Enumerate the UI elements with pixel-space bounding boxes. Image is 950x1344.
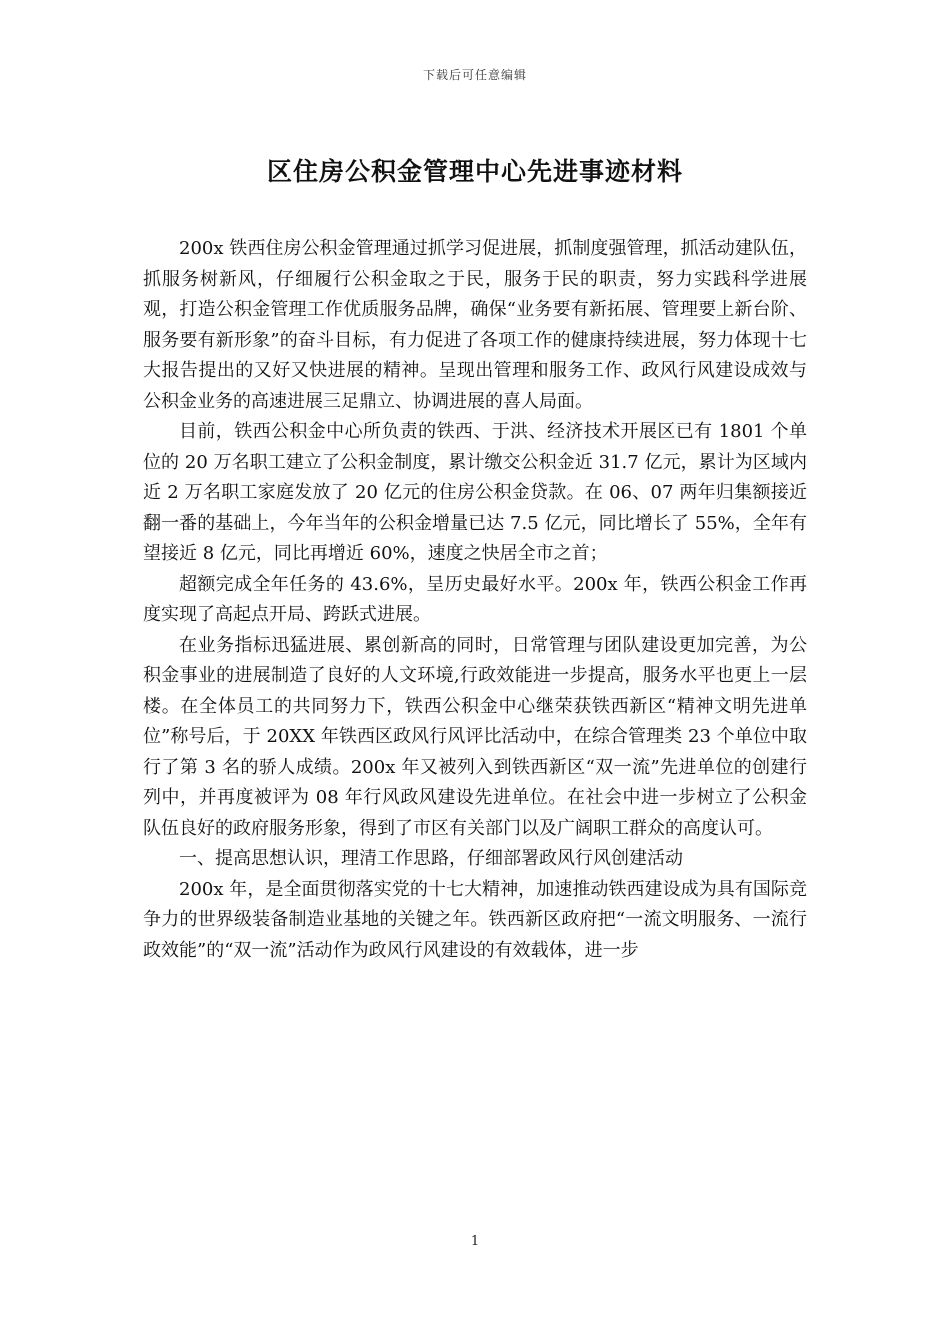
document-title: 区住房公积金管理中心先进事迹材料 — [266, 157, 683, 186]
paragraph-section-one-body: 200x 年，是全面贯彻落实党的十七大精神，加速推动铁西建设成为具有国际竞争力的世界级装备制造业基地的关键之年。铁西新区政府把“一流文明服务、一流行政效能”的“双一流”活动作为政风行风建设的有效载体，进一步 — [143, 878, 807, 961]
document-body — [143, 234, 807, 966]
page-header-note: 下载后可任意编辑 — [422, 68, 527, 82]
paragraph-management-achievements: 在业务指标迅猛进展、累创新高的同时，日常管理与团队建设更加完善，为公积金事业的进展制造了良好的人文环境,行政效能进一步提高，服务水平也更上一层楼。在全体员工的共同努力下，铁西公积金中心继荣获铁西新区“精神文明先进单位”称号后，于 20XX 年铁西区政风行风评比活动中，在综合管理类 23 个单位中取行了第 3 名的骄人成绩。200x 年又被列入到铁西新区“双一流”先进单位的创建行列中，并再度被评为 08 年行风政风建设先进单位。在社会中进一步树立了公积金队伍良好的政府服务形象，得到了市区有关部门以及广阔职工群众的高度认可。 — [143, 634, 807, 839]
section-heading-one: 一、提高思想认识，理清工作思路，仔细部署政风行风创建活动 — [179, 848, 683, 869]
paragraph-task-completion: 超额完成全年任务的 43.6%，呈历史最好水平。200x 年，铁西公积金工作再度实现了高起点开局、跨跃式进展。 — [143, 573, 807, 625]
paragraph-intro: 200x 铁西住房公积金管理通过抓学习促进展，抓制度强管理，抓活动建队伍，抓服务树新风，仔细履行公积金取之于民，服务于民的职责，努力实践科学进展观，打造公积金管理工作优质服务品牌，确保“业务要有新拓展、管理要上新台阶、服务要有新形象”的奋斗目标，有力促进了各项工作的健康持续进展，努力体现十七大报告提出的又好又快进展的精神。呈现出管理和服务工作、政风行风建设成效与公积金业务的高速进展三足鼎立、协调进展的喜人局面。 — [143, 238, 807, 412]
paragraph-current-status: 目前，铁西公积金中心所负责的铁西、于洪、经济技术开展区已有 1801 个单位的 20 万名职工建立了公积金制度，累计缴交公积金近 31.7 亿元，累计为区域内近 2 万名职工家庭发放了 20 亿元的住房公积金贷款。在 06、07 两年归集额接近翻一番的基础上，今年当年的公积金增量已达 7.5 亿元，同比增长了 55%，全年有望接近 8 亿元，同比再增近 60%，速度之快居全市之首； — [143, 421, 807, 564]
page-number: 1 — [470, 1234, 480, 1249]
